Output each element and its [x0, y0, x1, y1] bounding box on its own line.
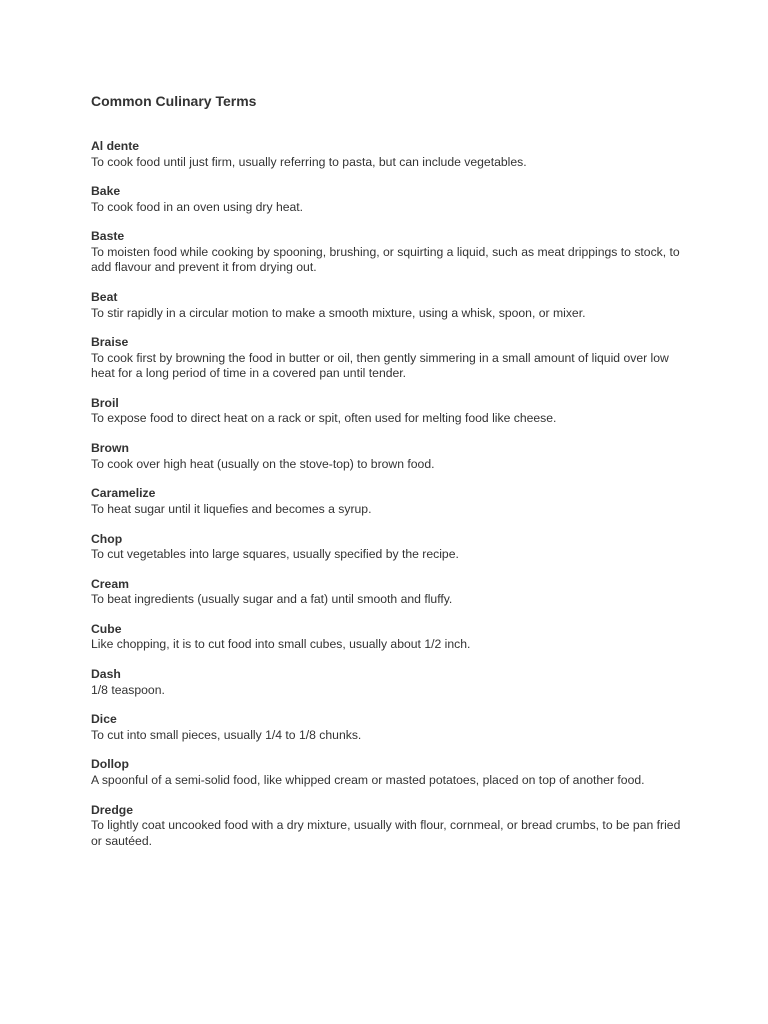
term-definition: To cut into small pieces, usually 1/4 to 1/8 chunks.: [91, 727, 362, 742]
term-definition: To cook food in an oven using dry heat.: [91, 199, 304, 214]
glossary-entry: [91, 486, 681, 517]
glossary-entry: [91, 532, 681, 563]
term-label: Chop: [91, 531, 123, 546]
glossary-entry: [91, 803, 681, 850]
term-label: Beat: [91, 290, 118, 305]
term-definition: To beat ingredients (usually sugar and a fat) until smooth and fluffy.: [91, 592, 453, 607]
term-label: Cube: [91, 621, 122, 636]
term-definition: To heat sugar until it liquefies and becomes a syrup.: [91, 501, 372, 516]
term-definition: To cut vegetables into large squares, usually specified by the recipe.: [91, 547, 459, 561]
glossary-entry: [91, 290, 681, 321]
glossary-entry: [91, 184, 681, 215]
glossary-entry: [91, 229, 681, 276]
glossary-entry: [91, 667, 681, 698]
glossary-entry: [91, 622, 681, 653]
term-label: Dash: [91, 667, 121, 682]
term-label: Braise: [91, 335, 129, 350]
term-definition: To lightly coat uncooked food with a dry mixture, usually with flour, cornmeal, or bread crumbs, to be pan fried or sautéed.: [91, 818, 681, 848]
glossary-entry: [91, 139, 681, 170]
term-label: Caramelize: [91, 486, 156, 501]
term-label: Dollop: [91, 757, 129, 772]
term-definition: A spoonful of a semi-solid food, like whipped cream or masted potatoes, placed on top of another food.: [91, 772, 645, 787]
glossary-entry: [91, 441, 681, 472]
term-definition: 1/8 teaspoon.: [91, 682, 165, 697]
term-label: Al dente: [91, 139, 140, 153]
glossary-entry: [91, 712, 681, 743]
term-definition: To cook first by browning the food in butter or oil, then gently simmering in a small amount of liquid over low heat for a long period of time in a covered pan until tender.: [91, 350, 669, 381]
term-label: Broil: [91, 395, 119, 410]
term-definition: To cook over high heat (usually on the stove-top) to brown food.: [91, 456, 435, 471]
term-label: Brown: [91, 441, 129, 456]
glossary-entry: [91, 396, 681, 427]
term-label: Cream: [91, 576, 129, 591]
document-title: Common Culinary Terms: [91, 93, 257, 109]
term-label: Baste: [91, 229, 125, 244]
term-label: Dice: [91, 712, 117, 727]
glossary-entry: [91, 335, 681, 382]
term-definition: To expose food to direct heat on a rack or spit, often used for melting food like cheese.: [91, 411, 557, 426]
term-label: Bake: [91, 184, 121, 199]
term-definition: To cook food until just firm, usually referring to pasta, but can include vegetables.: [91, 154, 527, 169]
term-definition: To moisten food while cooking by spooning, brushing, or squirting a liquid, such as meat drippings to stock, to add flavour and prevent it from drying out.: [91, 244, 680, 275]
term-definition: To stir rapidly in a circular motion to make a smooth mixture, using a whisk, spoon, or mixer.: [91, 305, 586, 320]
term-definition: Like chopping, it is to cut food into small cubes, usually about 1/2 inch.: [91, 637, 471, 652]
glossary-entry: [91, 577, 681, 608]
term-label: Dredge: [91, 802, 133, 817]
glossary-entry: [91, 757, 681, 788]
document-page: [91, 92, 681, 863]
